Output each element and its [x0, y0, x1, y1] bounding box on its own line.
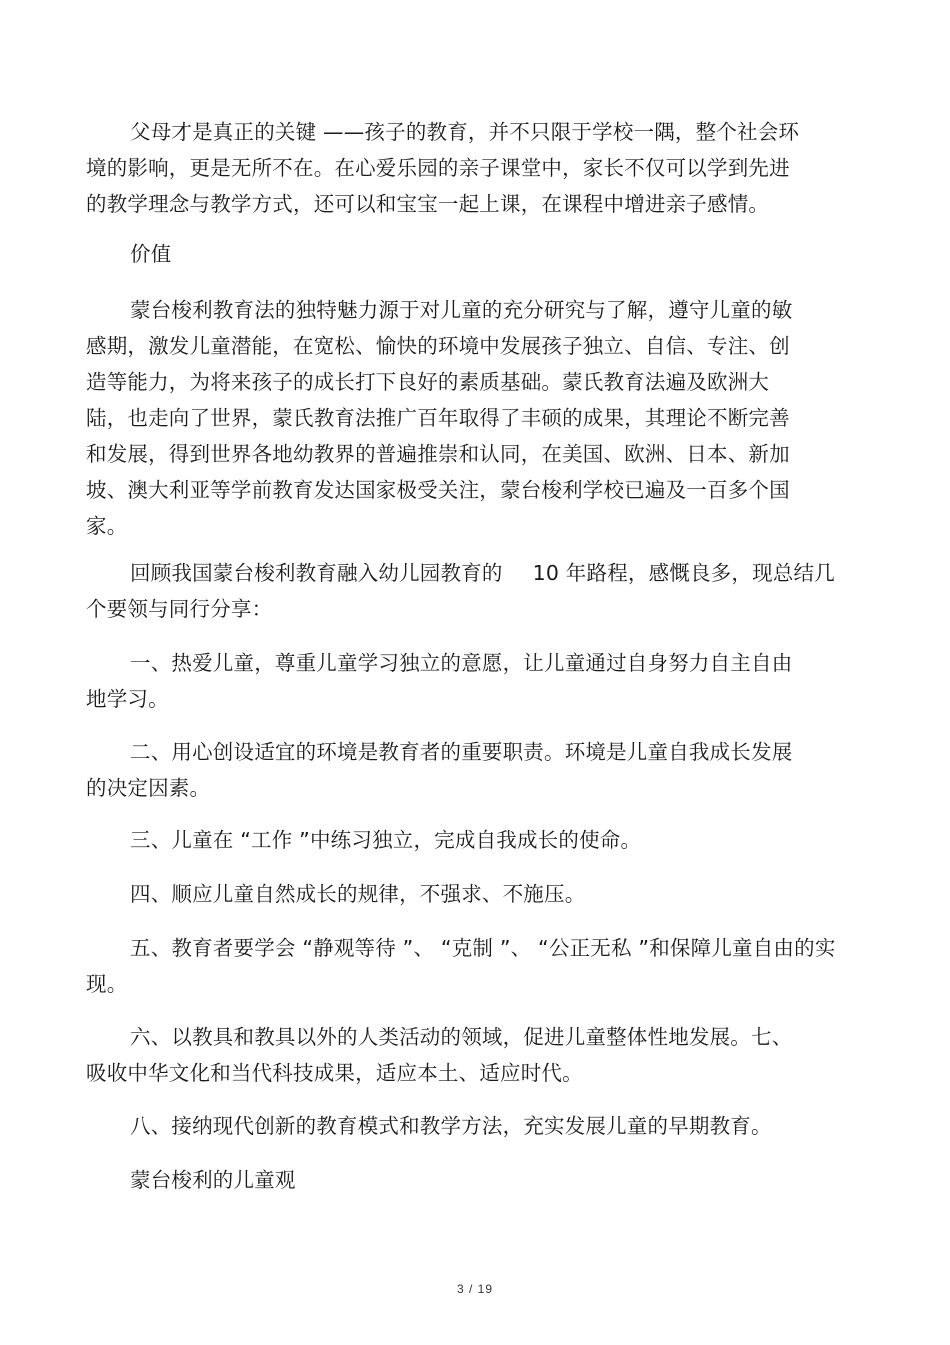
- text-line: 三、儿童在 “工作 ”中练习独立，完成自我成长的使命。: [130, 828, 642, 852]
- paragraph-point-6-7: [86, 1019, 846, 1091]
- paragraph-point-8: [86, 1108, 846, 1144]
- heading-children-view: [86, 1162, 846, 1198]
- text-line: 五、教育者要学会 “静观等待 ”、 “克制 ”、 “公正无私 ”和保障儿童自由的实: [130, 936, 836, 960]
- page-number: 3 / 19: [456, 1282, 494, 1296]
- paragraph-parents-key: [86, 114, 846, 222]
- text-line: 蒙台梭利教育法的独特魅力源于对儿童的充分研究与了解，遵守儿童的敏: [130, 298, 793, 322]
- text-line: [86, 555, 846, 591]
- text-line: 价值: [130, 242, 172, 266]
- text-segment: 回顾我国蒙台梭利教育融入幼儿园教育的: [130, 561, 503, 585]
- text-line: 地学习。: [86, 687, 169, 711]
- text-line: 四、顺应儿童自然成长的规律，不强求、不施压。: [130, 882, 586, 906]
- text-line: 家。: [86, 514, 128, 538]
- text-line: 六、以教具和教具以外的人类活动的领域，促进儿童整体性地发展。七、: [130, 1025, 793, 1049]
- text-line: 的决定因素。: [86, 776, 211, 800]
- paragraph-point-1: [86, 645, 846, 717]
- text-line: 感期，激发儿童潜能，在宽松、愉快的环境中发展孩子独立、自信、专注、创: [86, 334, 790, 358]
- text-line: 吸收中华文化和当代科技成果，适应本土、适应时代。: [86, 1061, 583, 1085]
- text-line: 个要领与同行分享：: [86, 597, 273, 621]
- text-line: 蒙台梭利的儿童观: [130, 1168, 296, 1192]
- text-line: 一、热爱儿童，尊重儿童学习独立的意愿，让儿童通过自身努力自主自由: [130, 651, 793, 675]
- text-line: 二、用心创设适宜的环境是教育者的重要职责。环境是儿童自我成长发展: [130, 740, 793, 764]
- text-line: 造等能力，为将来孩子的成长打下良好的素质基础。蒙氏教育法遍及欧洲大: [86, 370, 770, 394]
- paragraph-montessori-charm: [86, 292, 846, 544]
- paragraph-point-3: [86, 822, 846, 858]
- paragraph-point-5: [86, 930, 846, 1002]
- text-line: 现。: [86, 972, 128, 996]
- paragraph-point-2: [86, 734, 846, 806]
- paragraph-review: [86, 555, 846, 627]
- text-line: 坡、澳大利亚等学前教育发达国家极受关注，蒙台梭利学校已遍及一百多个国: [86, 478, 790, 502]
- paragraph-point-4: [86, 876, 846, 912]
- text-line: 的教学理念与教学方式，还可以和宝宝一起上课，在课程中增进亲子感情。: [86, 192, 770, 216]
- text-line: 父母才是真正的关键 ——孩子的教育，并不只限于学校一隅，整个社会环: [130, 120, 800, 144]
- text-line: 和发展，得到世界各地幼教界的普遍推崇和认同，在美国、欧洲、日本、新加: [86, 442, 790, 466]
- text-segment: 10 年路程，感慨良多，现总结几: [532, 561, 835, 585]
- heading-value: [86, 236, 846, 272]
- text-line: 境的影响，更是无所不在。在心爱乐园的亲子课堂中，家长不仅可以学到先进: [86, 156, 790, 180]
- text-line: 陆，也走向了世界，蒙氏教育法推广百年取得了丰硕的成果，其理论不断完善: [86, 406, 790, 430]
- text-line: 八、接纳现代创新的教育模式和教学方法，充实发展儿童的早期教育。: [130, 1114, 772, 1138]
